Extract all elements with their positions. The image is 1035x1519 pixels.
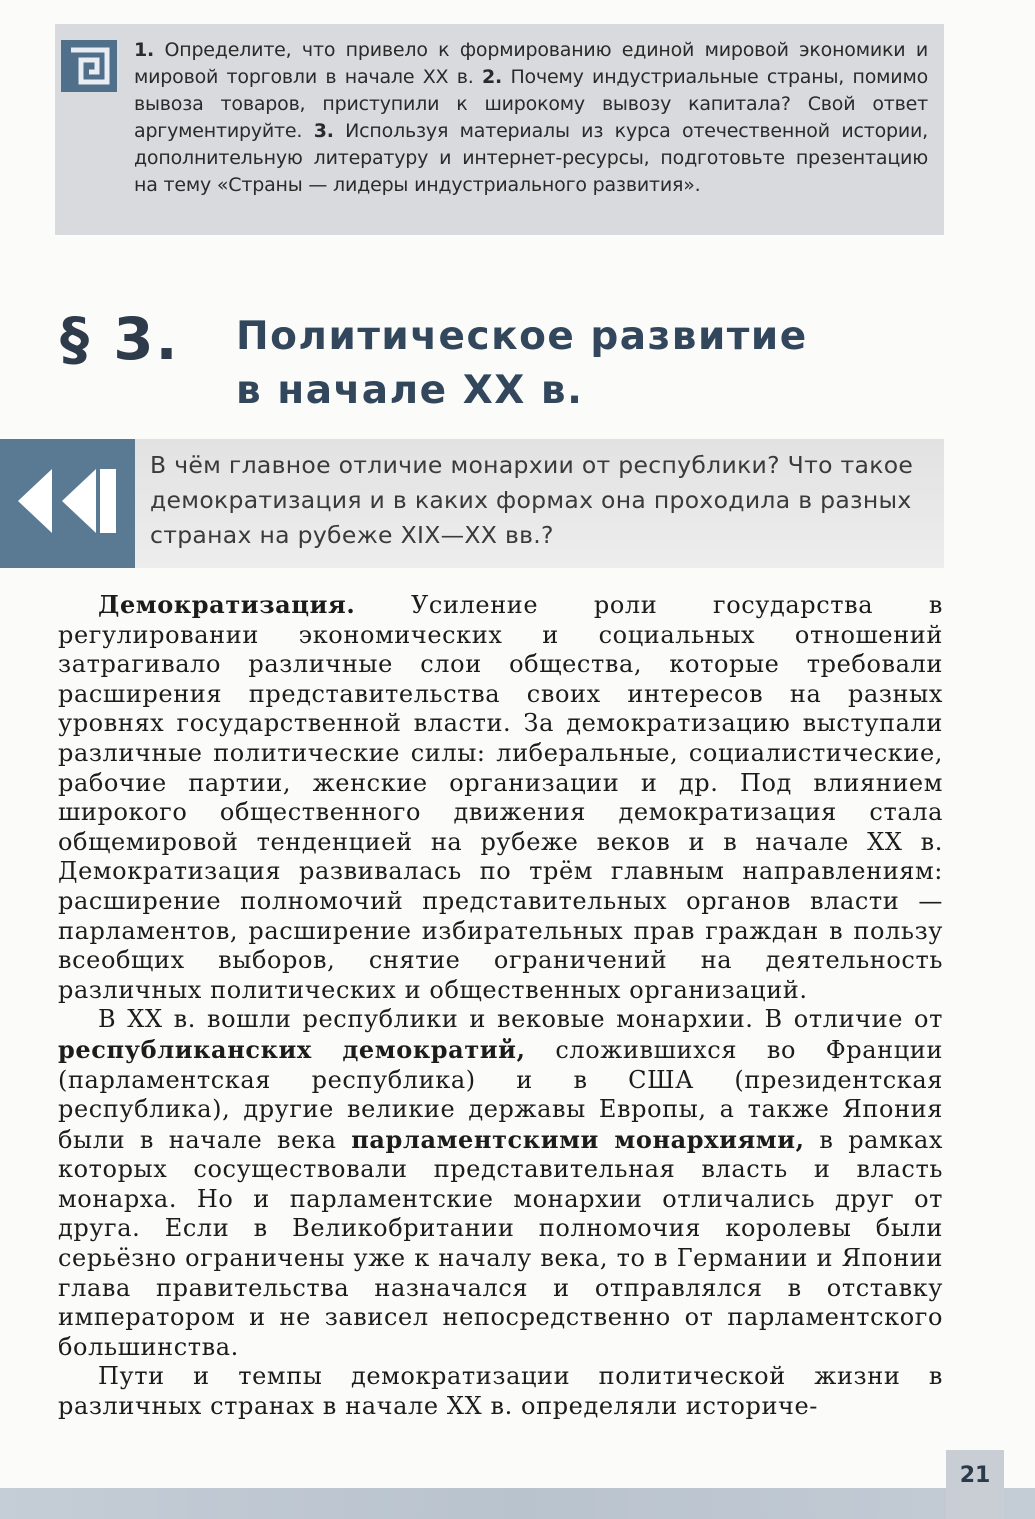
intro-question: В чём главное отличие монархии от республики? Что такое демократизация и в каких формах она проходила в разных странах на рубеже XIX—XX вв.?: [150, 451, 914, 549]
paragraph: [58, 1362, 943, 1421]
page-number: 21: [959, 1463, 991, 1488]
question-number: 3.: [313, 120, 334, 142]
rewind-icon-box: [0, 439, 135, 568]
paragraph: [58, 1005, 943, 1362]
section-title: [236, 310, 936, 418]
paragraph-text: Усиление роли государства в регулировании экономических и социальных отношений затрагивало различные слои общества, которые требовали расширения представительства своих интересов на разных уровнях государственной власти. За демократизацию выступали различные политические силы: либеральные, социалистические, рабочие партии, женские организации и др. Под влиянием широкого общественного движения демократизация стала общемировой тенденцией на рубеже веков и в начале XX в. Демократизация развивалась по трём главным направлениям: расширение полномочий представительных органов власти — парламентов, расширение избирательных прав граждан в пользу всеобщих выборов, снятие ограничений на деятельность различных политических и общественных организаций.: [58, 591, 943, 1004]
question-text: Почему индустриальные страны, помимо вывоза товаров, приступили к широкому вывозу капитала? Свой ответ аргументируйте.: [134, 66, 928, 142]
paragraph-text: Пути и темпы демократизации политической жизни в различных странах в начале XX в. определяли историче-: [58, 1362, 943, 1421]
section-title-line1: Политическое развитие: [236, 314, 808, 359]
questions-box: [55, 24, 944, 235]
question-text: Используя материалы из курса отечественной истории, дополнительную литературу и интернет-ресурсы, подготовьте презентацию на тему «Страны — лидеры индустриального развития».: [134, 120, 928, 196]
section-number: § 3.: [60, 305, 180, 373]
paragraph: [58, 590, 943, 1005]
footer-bar: [0, 1488, 1035, 1519]
term: парламентскими монархиями,: [351, 1124, 805, 1154]
question-number: 2.: [482, 66, 503, 88]
question-number: 1.: [134, 39, 155, 61]
paragraph-text: в рамках которых сосуществовали представительная власть и власть монарха. Но и парламентские монархии отличались друг от друга. Если в Великобритании полномочия королевы были серьёзно ограничены уже к началу века, то в Германии и Японии глава правительства назначался и отправлялся в отставку императором и не зависел непосредственно от парламентского большинства.: [58, 1125, 943, 1361]
section-title-line2: в начале XX в.: [236, 368, 584, 413]
term: республиканских демократий,: [58, 1034, 526, 1064]
questions-text: [134, 37, 928, 199]
term: Демократизация.: [98, 590, 356, 619]
paragraph-text: В XX в. вошли республики и вековые монархии. В отличие от: [98, 1005, 943, 1034]
main-text: [58, 590, 943, 1422]
rewind-icon: [0, 439, 135, 568]
paragraph-text: сложившихся во Франции (парламентская республика) и в США (президентская республика), другие великие державы Европы, а также Япония были в начале века: [58, 1035, 943, 1154]
questions-icon: [61, 40, 117, 92]
question-text: Определите, что привело к формированию единой мировой экономики и мировой торговли в начале XX в.: [134, 39, 928, 88]
